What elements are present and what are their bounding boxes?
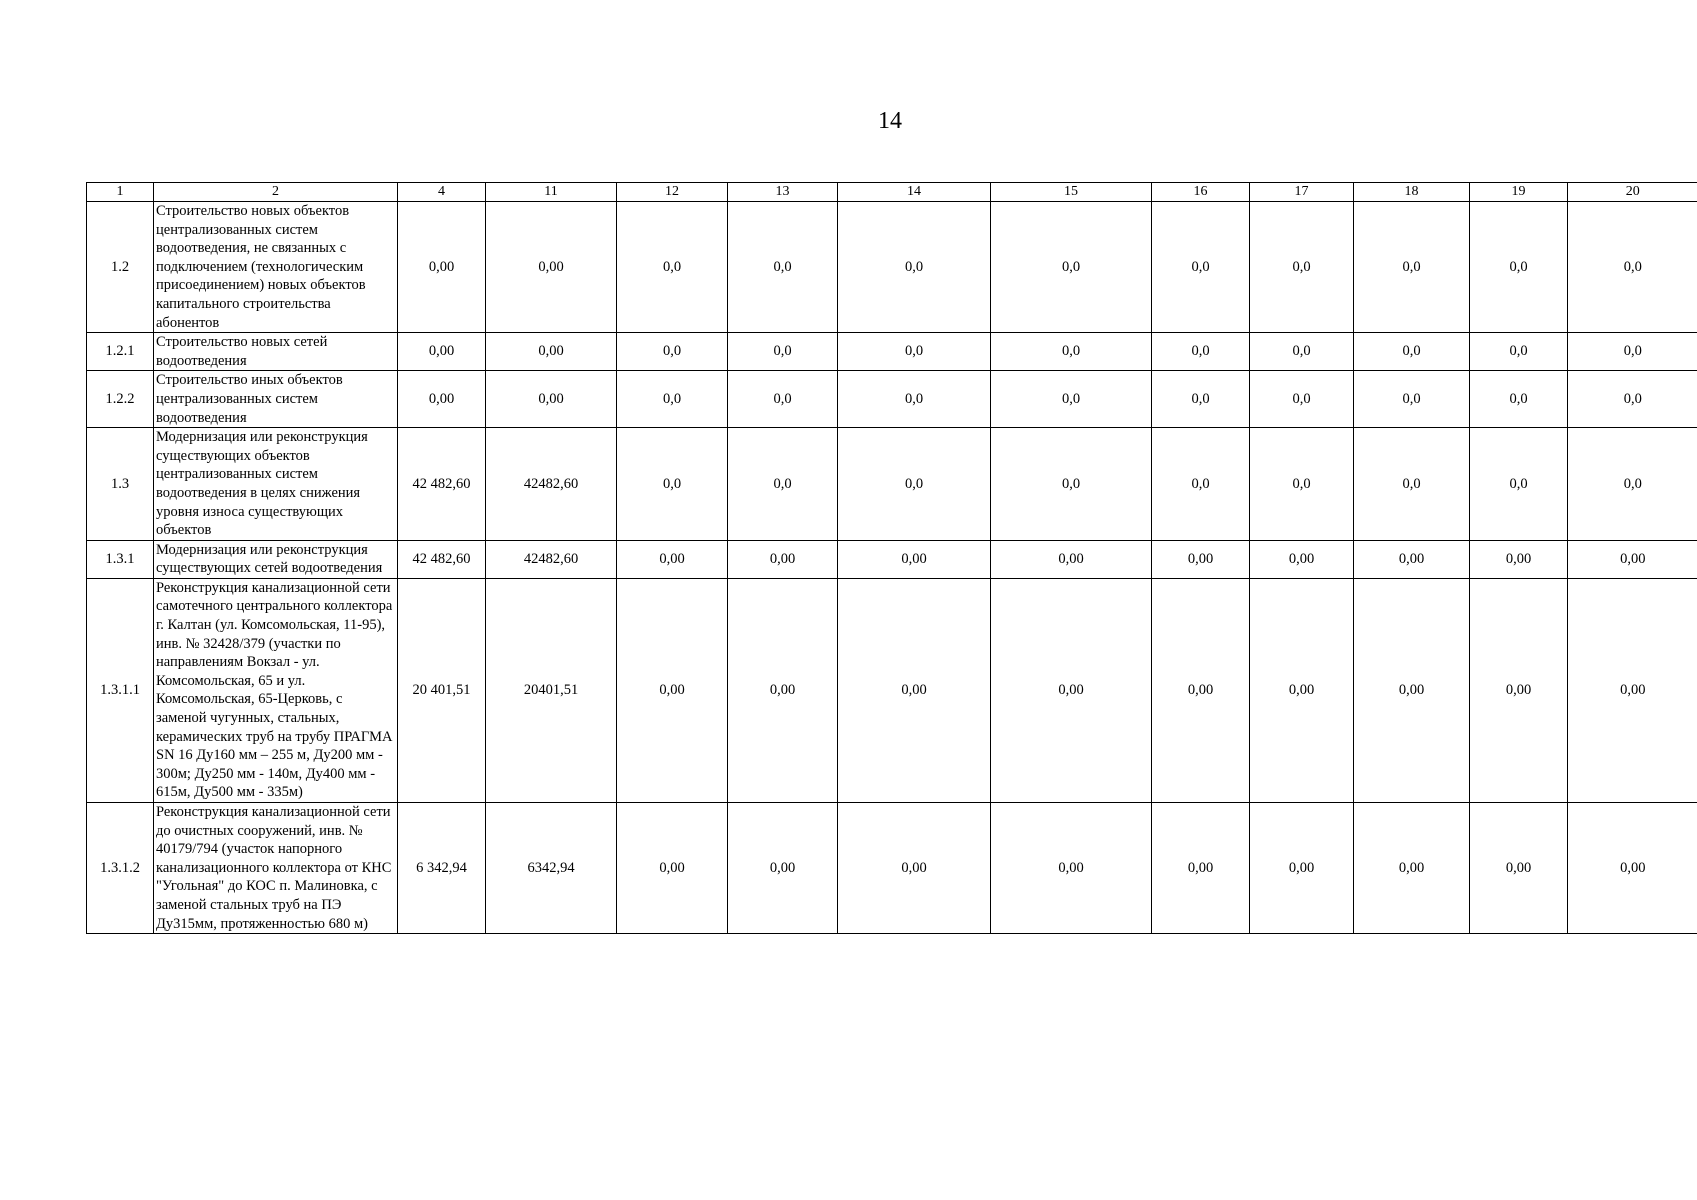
cell-value: 20 401,51: [398, 578, 486, 802]
table-row: [87, 428, 1697, 541]
cell-value: 0,0: [1152, 202, 1250, 333]
row-code: 1.2.1: [87, 333, 154, 371]
cell-value: 0,00: [1470, 540, 1568, 578]
cell-value: 0,0: [728, 202, 838, 333]
column-header: 15: [991, 183, 1152, 202]
row-description: Реконструкция канализационной сети до очистных сооружений, инв. № 40179/794 (участок напорного канализационного коллектора от КНС "Угольная" до КОС п. Малиновка, с заменой стальных труб на ПЭ Ду315мм, протяженностью 680 м): [154, 803, 398, 934]
cell-value: 0,00: [1354, 803, 1470, 934]
cell-value: 42 482,60: [398, 428, 486, 541]
row-description: Модернизация или реконструкция существующих объектов централизованных систем водоотведения в целях снижения уровня износа существующих объектов: [154, 428, 398, 541]
page-number: 14: [878, 108, 902, 134]
column-header: 20: [1568, 183, 1697, 202]
cell-value: 0,00: [1152, 540, 1250, 578]
column-header: 17: [1250, 183, 1354, 202]
cell-value: 0,0: [1250, 202, 1354, 333]
cell-value: 42482,60: [486, 540, 617, 578]
cell-value: 0,00: [486, 371, 617, 428]
cell-value: 0,0: [1568, 371, 1697, 428]
cell-value: 0,00: [1354, 540, 1470, 578]
cell-value: 0,0: [991, 333, 1152, 371]
cell-value: 0,0: [991, 202, 1152, 333]
cell-value: 0,0: [991, 428, 1152, 541]
cell-value: 0,0: [728, 371, 838, 428]
column-header: 14: [838, 183, 991, 202]
cell-value: 0,00: [1568, 803, 1697, 934]
cell-value: 0,0: [1250, 428, 1354, 541]
row-description: Модернизация или реконструкция существующих сетей водоотведения: [154, 540, 398, 578]
cell-value: 0,0: [1152, 371, 1250, 428]
cell-value: 0,0: [728, 333, 838, 371]
column-header: 4: [398, 183, 486, 202]
cell-value: 0,00: [1250, 803, 1354, 934]
cell-value: 0,0: [838, 428, 991, 541]
cell-value: 0,00: [1470, 803, 1568, 934]
cell-value: 0,0: [1470, 202, 1568, 333]
row-code: 1.3.1.1: [87, 578, 154, 802]
row-code: 1.2.2: [87, 371, 154, 428]
cell-value: 0,0: [1568, 333, 1697, 371]
table-row: [87, 202, 1697, 333]
cell-value: 0,00: [1250, 540, 1354, 578]
cell-value: 20401,51: [486, 578, 617, 802]
cell-value: 0,0: [1152, 428, 1250, 541]
cell-value: 0,00: [991, 803, 1152, 934]
cell-value: 0,0: [1470, 333, 1568, 371]
table-row: [87, 803, 1697, 934]
cell-value: 0,0: [728, 428, 838, 541]
cell-value: 0,00: [398, 371, 486, 428]
cell-value: 0,00: [728, 803, 838, 934]
cell-value: 0,00: [728, 540, 838, 578]
cell-value: 0,00: [1568, 540, 1697, 578]
row-code: 1.3.1: [87, 540, 154, 578]
cell-value: 0,00: [617, 540, 728, 578]
cell-value: 0,00: [728, 578, 838, 802]
cell-value: 0,0: [1354, 371, 1470, 428]
cell-value: 0,0: [838, 371, 991, 428]
cell-value: 0,0: [1470, 428, 1568, 541]
column-header: 18: [1354, 183, 1470, 202]
row-description: Строительство иных объектов централизованных систем водоотведения: [154, 371, 398, 428]
cell-value: 0,00: [838, 540, 991, 578]
row-code: 1.3: [87, 428, 154, 541]
cell-value: 42482,60: [486, 428, 617, 541]
cell-value: 0,00: [1250, 578, 1354, 802]
cell-value: 6 342,94: [398, 803, 486, 934]
cell-value: 0,0: [1470, 371, 1568, 428]
cell-value: 0,00: [486, 333, 617, 371]
cell-value: 0,0: [617, 202, 728, 333]
cell-value: 0,00: [1152, 803, 1250, 934]
column-header: 13: [728, 183, 838, 202]
column-header: 12: [617, 183, 728, 202]
cell-value: 0,0: [1568, 428, 1697, 541]
cell-value: 0,0: [1250, 333, 1354, 371]
column-header: 2: [154, 183, 398, 202]
cell-value: 0,0: [838, 333, 991, 371]
data-table: [86, 182, 1697, 934]
cell-value: 0,00: [617, 803, 728, 934]
column-header: 1: [87, 183, 154, 202]
cell-value: 0,0: [617, 428, 728, 541]
cell-value: 0,0: [1152, 333, 1250, 371]
row-description: Реконструкция канализационной сети самотечного центрального коллектора г. Калтан (ул. Комсомольская, 11-95), инв. № 32428/379 (участки по направлениям Вокзал - ул. Комсомольская, 65 и ул. Комсомольская, 65-Церковь, с заменой чугунных, стальных, керамических труб на трубу ПРАГМА SN 16 Ду160 мм – 255 м, Ду200 мм - 300м; Ду250 мм - 140м, Ду400 мм - 615м, Ду500 мм - 335м): [154, 578, 398, 802]
cell-value: 0,00: [398, 333, 486, 371]
cell-value: 0,0: [617, 371, 728, 428]
cell-value: 0,00: [991, 540, 1152, 578]
row-code: 1.3.1.2: [87, 803, 154, 934]
cell-value: 0,00: [1354, 578, 1470, 802]
cell-value: 6342,94: [486, 803, 617, 934]
cell-value: 0,00: [486, 202, 617, 333]
table-row: [87, 371, 1697, 428]
cell-value: 0,0: [1250, 371, 1354, 428]
cell-value: 0,00: [1568, 578, 1697, 802]
table-row: [87, 333, 1697, 371]
cell-value: 0,00: [991, 578, 1152, 802]
cell-value: 0,0: [1354, 202, 1470, 333]
cell-value: 42 482,60: [398, 540, 486, 578]
column-header: 11: [486, 183, 617, 202]
header-row: [87, 183, 1697, 202]
cell-value: 0,0: [991, 371, 1152, 428]
row-description: Строительство новых объектов централизованных систем водоотведения, не связанных с подключением (технологическим присоединением) новых объектов капитального строительства абонентов: [154, 202, 398, 333]
cell-value: 0,00: [838, 803, 991, 934]
cell-value: 0,00: [838, 578, 991, 802]
cell-value: 0,0: [1354, 333, 1470, 371]
table-row: [87, 540, 1697, 578]
table-row: [87, 578, 1697, 802]
row-code: 1.2: [87, 202, 154, 333]
cell-value: 0,0: [617, 333, 728, 371]
cell-value: 0,00: [1470, 578, 1568, 802]
cell-value: 0,0: [1354, 428, 1470, 541]
cell-value: 0,0: [1568, 202, 1697, 333]
row-description: Строительство новых сетей водоотведения: [154, 333, 398, 371]
column-header: 16: [1152, 183, 1250, 202]
cell-value: 0,0: [838, 202, 991, 333]
cell-value: 0,00: [617, 578, 728, 802]
cell-value: 0,00: [398, 202, 486, 333]
cell-value: 0,00: [1152, 578, 1250, 802]
column-header: 19: [1470, 183, 1568, 202]
